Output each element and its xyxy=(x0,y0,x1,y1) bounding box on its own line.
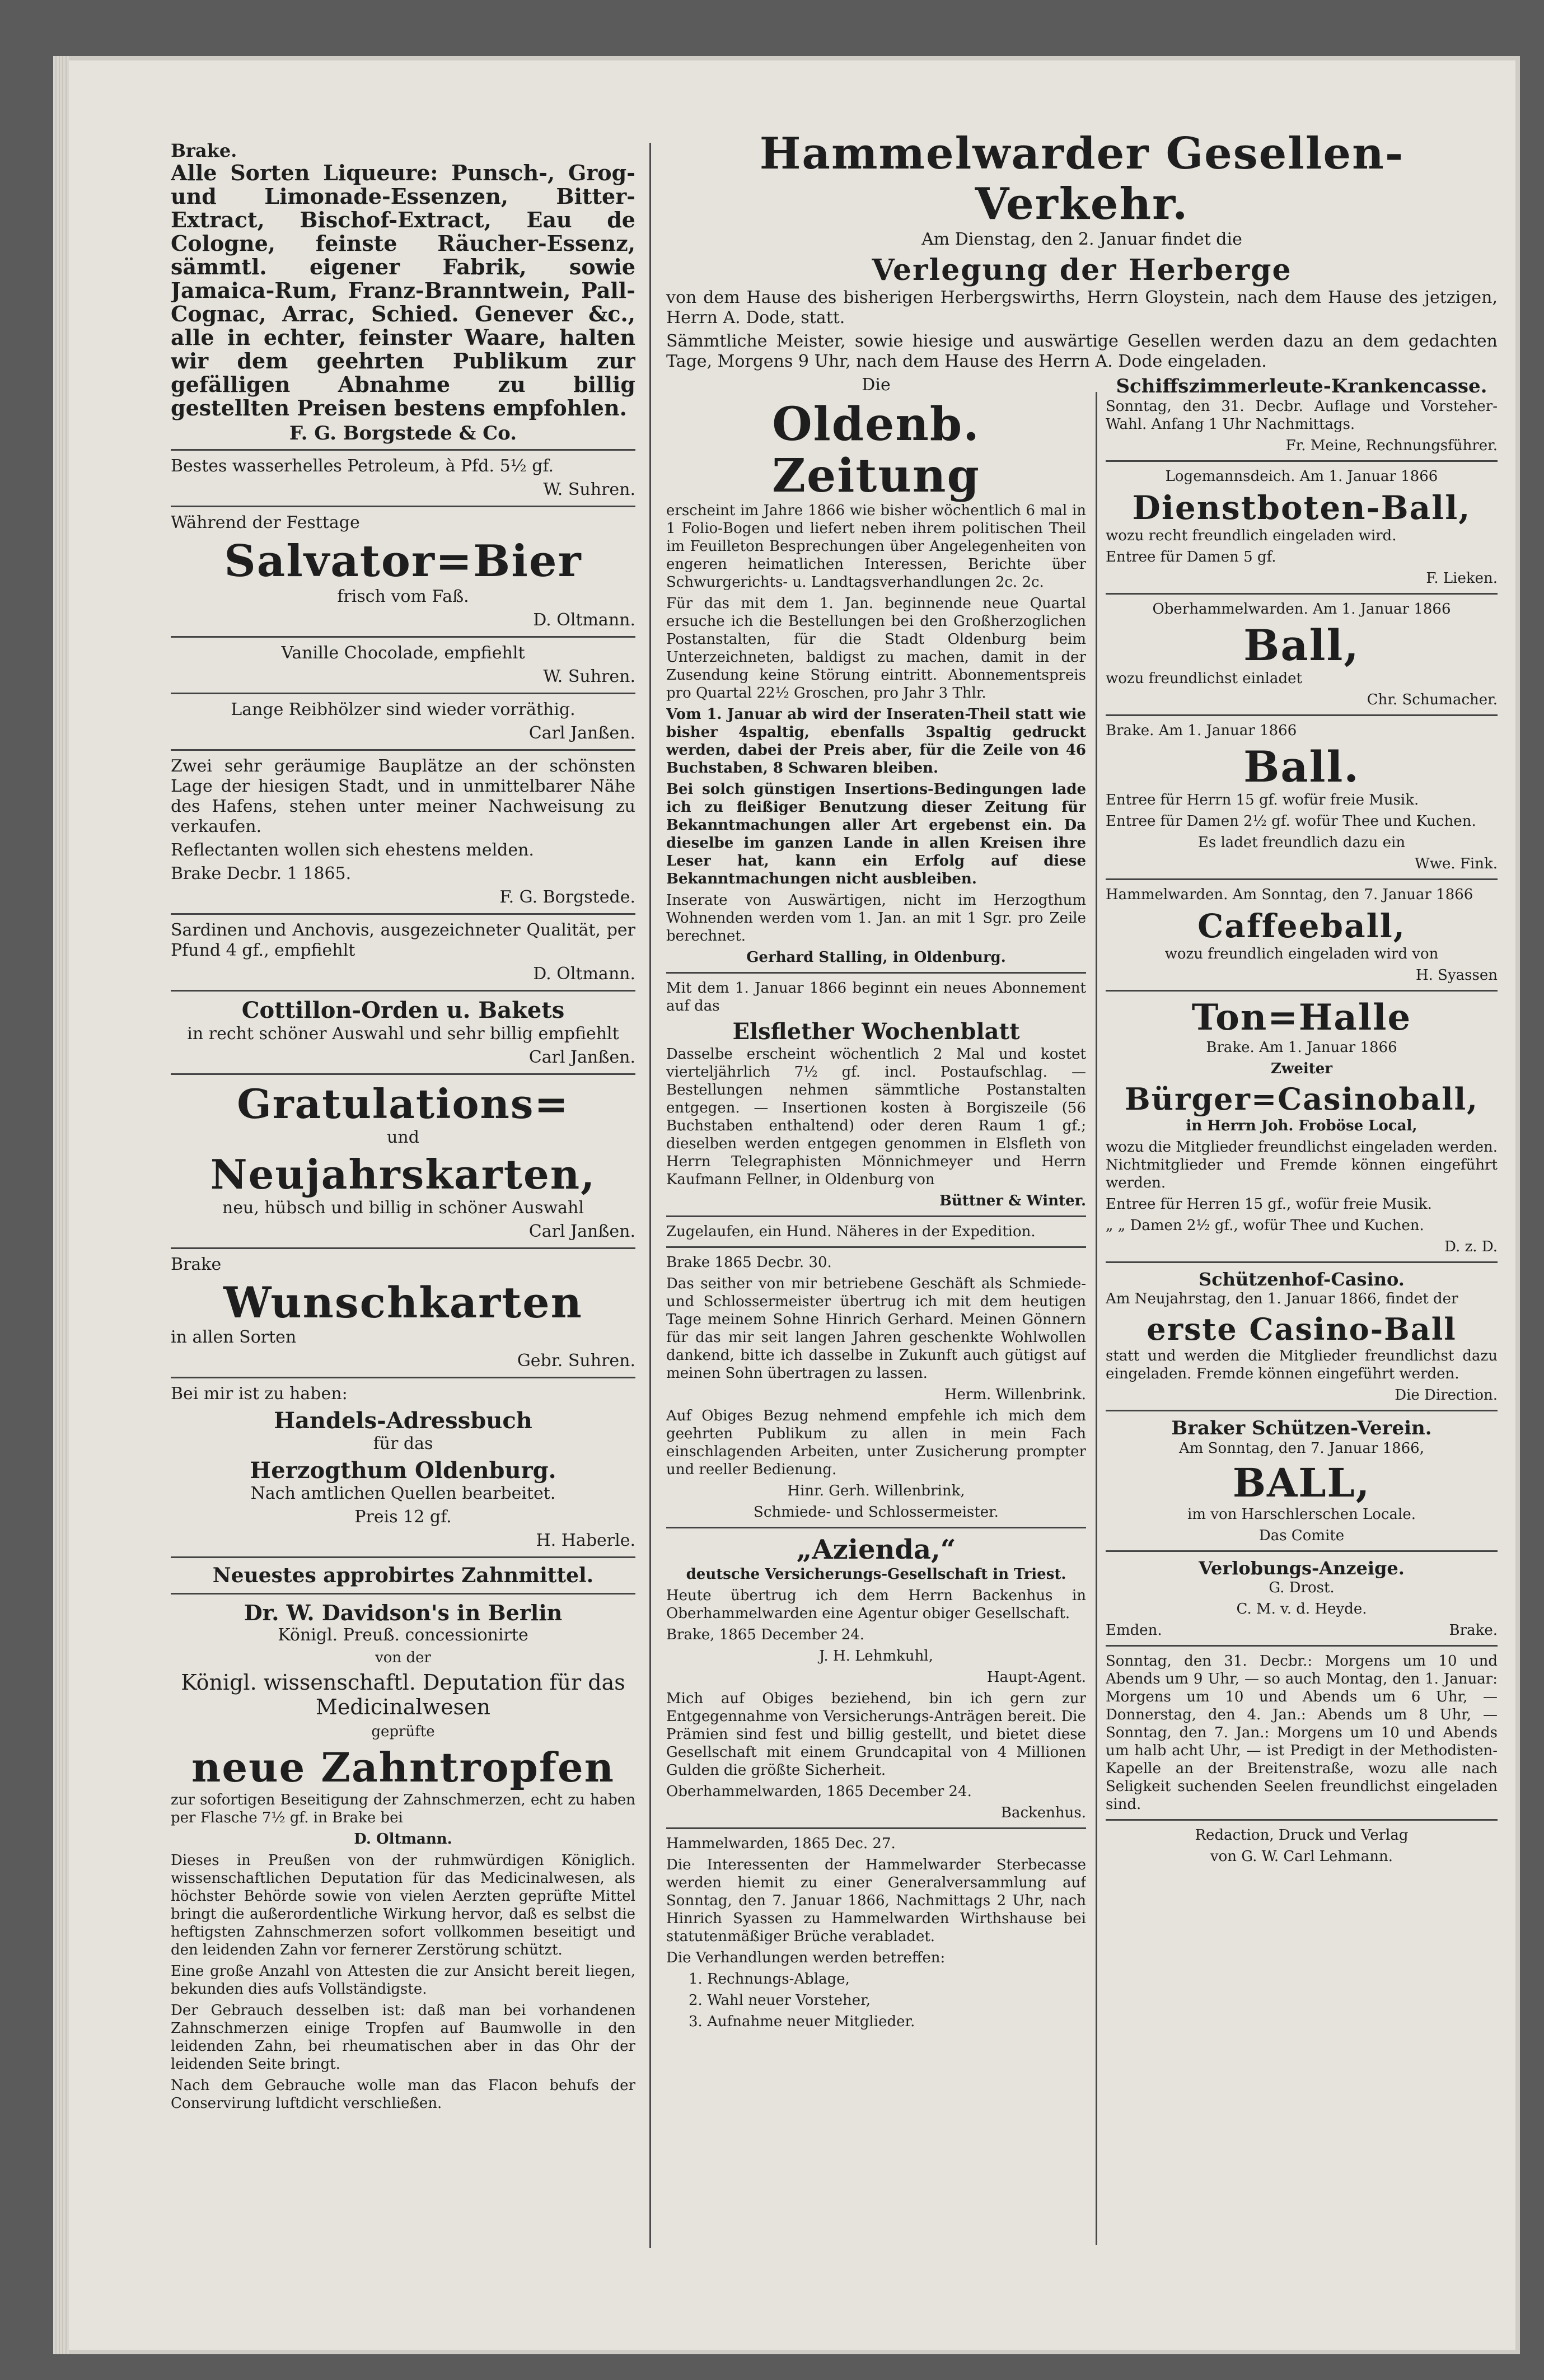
ad-zahntropfen-t5: Nach dem Gebrauche wolle man das Flacon behufs der Conservirung luftdicht verschließen. xyxy=(171,2077,635,2112)
header-announcement xyxy=(666,129,1498,375)
ad-zahnmittel-head: Neuestes approbirtes Zahnmittel. xyxy=(212,1564,594,1587)
ad-ball1-line: Oberhammelwarden. Am 1. Januar 1866 xyxy=(1152,601,1451,618)
ad-sterbecasse-item3: 3. Aufnahme neuer Mitglieder. xyxy=(689,2013,915,2030)
ad-ball2-line: Brake. Am 1. Januar 1866 xyxy=(1106,722,1297,739)
ad-caffeeball-line: Hammelwarden. Am Sonntag, den 7. Januar 1866 xyxy=(1106,886,1473,903)
ad-azienda-sign3: Backenhus. xyxy=(1000,1804,1086,1821)
imprint-line1: Redaction, Druck und Verlag xyxy=(1195,1827,1409,1844)
ad-sardinen-sign: D. Oltmann. xyxy=(533,964,635,984)
ad-zahntropfen-t1: zur sofortigen Beseitigung der Zahnschmerzen, echt zu haben per Flasche 7½ gf. in Brake bei xyxy=(171,1792,635,1826)
divider xyxy=(666,972,1086,974)
ad-krankencasse-t1: Sonntag, den 31. Decbr. Auflage und Vorsteher-Wahl. Anfang 1 Uhr Nachmittags. xyxy=(1106,398,1498,433)
ad-casinoball-title: Bürger=Casinoball, xyxy=(1125,1081,1479,1117)
ad-reibhoelzer-text: Lange Reibhölzer sind wieder vorräthig. xyxy=(231,700,576,719)
ad-ball1-sign: Chr. Schumacher. xyxy=(1367,691,1498,708)
ad-tonhalle-loc: in Herrn Joh. Froböse Local, xyxy=(1186,1117,1417,1134)
ad-bauplaetze-date: Brake Decbr. 1 1865. xyxy=(171,864,352,883)
ad-zahntropfen-t2: Dieses in Preußen von der ruhmwürdigen Königlich. wissenschaftlichen Deputation für das Medicinalwesen, als höchster Behörde sowie von vielen Aerzten geprüfte Mittel bringt die außerordentliche Wirkung hervor, daß es selbst die heftigsten Zahnschmerzen sofort vollkommen beseitigt und den leidenden Zahn vor fernerer Zerstörung schützt. xyxy=(171,1852,635,1958)
ad-azienda-sign2: Haupt-Agent. xyxy=(986,1669,1086,1686)
divider xyxy=(171,449,635,451)
ad-bier-sign: D. Oltmann. xyxy=(533,610,635,630)
ad-schuetzenhof-sign: Die Direction. xyxy=(1395,1387,1498,1404)
ad-willenbrink-t1: Das seither von mir betriebene Geschäft als Schmiede- und Schlossermeister übertrug ich mit dem heutigen Tage meinem Sohne Hinrich Gerhard. Meinen Gönnern für das mir seit langen Jahren geschenkte Wohlwollen dankend, bitte ich dasselbe in Zukunft auch gütigst auf meinen Sohn übertragen zu lassen. xyxy=(666,1275,1086,1382)
ad-dienstboten-sign: F. Lieken. xyxy=(1426,570,1498,587)
ad-tonhalle-t2: Entree für Herren 15 gf., wofür freie Musik. xyxy=(1106,1196,1432,1213)
ad-zeitung-t2: Für das mit dem 1. Jan. beginnende neue Quartal ersuche ich die Bestellungen bei den Großherzoglichen Postanstalten, für die Stadt Oldenburg beim Unterzeichneten, baldigst zu machen, damit in der Zusendung keine Störung eintritt. Abonnementspreis pro Quartal 22½ Groschen, pro Jahr 3 Thlr. xyxy=(666,595,1086,702)
divider xyxy=(171,913,635,915)
ad-zeitung-sign: Gerhard Stalling, in Oldenburg. xyxy=(746,949,1006,966)
ad-chocolade-sign: W. Suhren. xyxy=(543,667,635,686)
ad-neujahrskarten-title: Neujahrskarten, xyxy=(210,1151,596,1198)
divider xyxy=(171,1073,635,1075)
ad-casino-ball-title: erste Casino-Ball xyxy=(1147,1311,1457,1347)
ad-azienda-t1: Heute übertrug ich dem Herrn Backenhus in Oberhammelwarden eine Agentur obiger Gesellschaft. xyxy=(666,1587,1086,1622)
ad-zahnmittel-l3: Königl. wissenschaftl. Deputation für das Medicinalwesen xyxy=(181,1670,625,1719)
divider xyxy=(1106,1550,1498,1552)
ad-tonhalle-t1: wozu die Mitglieder freundlichst eingeladen werden. Nichtmitglieder und Fremde können eingeführt werden. xyxy=(1106,1139,1498,1191)
ad-tonhalle-title: Ton=Halle xyxy=(1191,997,1412,1039)
ad-sterbecasse-item1: 1. Rechnungs-Ablage, xyxy=(689,1971,850,1988)
ad-ball2-title: Ball. xyxy=(1243,742,1360,792)
ad-tonhalle-sign: D. z. D. xyxy=(1444,1238,1498,1255)
ad-dienstboten-t2: Entree für Damen 5 gf. xyxy=(1106,549,1276,565)
divider xyxy=(1106,1261,1498,1263)
ad-liqueure-text: Alle Sorten Liqueure: Punsch-, Grog- und Limonade-Essenzen, Bitter-Extract, Bischof-Extract, Eau de Cologne, feinste Räucher-Essenz, sämmtl. eigener Fabrik, sowie Jamaica-Rum, Franz-Branntwein, Pall-Cognac, Arrac, Schied. Genever &c., alle in echter, feinster Waare, halten wir dem geehrten Publikum zur gefälligen Abnahme zu billig gestellten Preisen bestens empfohlen. xyxy=(171,160,635,420)
ad-cottillon-text: in recht schöner Auswahl und sehr billig empfiehlt xyxy=(187,1024,619,1044)
header-body: von dem Hause des bisherigen Herbergswirths, Herrn Gloystein, nach dem Hause des jetzigen, Herrn A. Dode, statt. xyxy=(666,288,1498,328)
ad-ball2-t1: Entree für Herrn 15 gf. wofür freie Musik. xyxy=(1106,792,1419,808)
ad-zahnmittel-l4: geprüfte xyxy=(371,1723,435,1740)
newspaper-page xyxy=(53,56,1520,2354)
column-rule-2 xyxy=(1096,392,1097,2245)
ad-zahnmittel-l2: von der xyxy=(375,1649,431,1666)
ad-zahntropfen-title: neue Zahntropfen xyxy=(191,1743,615,1791)
column-rule-1 xyxy=(649,143,651,2248)
divider xyxy=(171,1377,635,1378)
ad-gratulations-und: und xyxy=(387,1128,419,1147)
ad-sterbecasse-t2: Die Verhandlungen werden betreffen: xyxy=(666,1949,946,1966)
ad-tonhalle-line: Brake. Am 1. Januar 1866 xyxy=(1206,1039,1397,1056)
ad-zahntropfen-t4: Der Gebrauch desselben ist: daß man bei vorhandenen Zahnschmerzen einige Tropfen auf Baumwolle in den leidenden Zahn, bei rheumatischen aber in das Ohr der leidenden Seite bringt. xyxy=(171,2002,635,2073)
ad-willenbrink-sign3: Schmiede- und Schlossermeister. xyxy=(754,1504,999,1521)
ad-verlobung-places xyxy=(1106,1621,1498,1639)
ad-cottillon-sign: Carl Janßen. xyxy=(528,1048,635,1067)
ad-dienstboten-t1: wozu recht freundlich eingeladen wird. xyxy=(1106,527,1397,544)
header-line: Am Dienstag, den 2. Januar findet die xyxy=(921,230,1242,249)
ad-willenbrink-t2: Auf Obiges Bezug nehmend empfehle ich mich dem geehrten Publikum zu allen in mein Fach einschlagenden Arbeiten, unter Zusicherung prompter und reeller Bedienung. xyxy=(666,1408,1086,1478)
ad-zahnmittel-l1: Königl. Preuß. concessionirte xyxy=(278,1625,528,1645)
ad-adressbuch-head2: Herzogthum Oldenburg. xyxy=(250,1457,556,1484)
ad-krankencasse-head: Schiffszimmerleute-Krankencasse. xyxy=(1116,375,1487,398)
header-title: Hammelwarder Gesellen-Verkehr. xyxy=(759,128,1405,230)
ad-wunschkarten-sign: Gebr. Suhren. xyxy=(517,1351,635,1371)
divider xyxy=(666,1215,1086,1217)
ad-zeitung-title: Oldenb. Zeitung xyxy=(772,398,980,503)
column-right xyxy=(1106,375,1498,1869)
column-middle xyxy=(666,375,1086,2034)
divider xyxy=(1106,1645,1498,1647)
divider xyxy=(171,1593,635,1595)
ad-adressbuch-sign: H. Haberle. xyxy=(536,1531,635,1550)
ad-verlobung-p2: Brake. xyxy=(1449,1622,1498,1639)
ad-willenbrink-sign1: Herm. Willenbrink. xyxy=(944,1386,1086,1403)
ad-adressbuch-head: Handels-Adressbuch xyxy=(274,1408,532,1434)
divider xyxy=(666,1827,1086,1829)
divider xyxy=(171,749,635,751)
divider xyxy=(1106,714,1498,716)
divider xyxy=(171,693,635,694)
divider xyxy=(171,1556,635,1558)
ad-bauplaetze-text: Zwei sehr geräumige Bauplätze an der schönsten Lage der hiesigen Stadt, und in unmittelbarer Nähe des Hafens, stehen unter meiner Nachweisung zu verkaufen. xyxy=(171,756,635,836)
ad-schuetzenverein-ball: BALL, xyxy=(1232,1460,1371,1506)
divider xyxy=(1106,593,1498,595)
ad-dienstboten-line: Logemannsdeich. Am 1. Januar 1866 xyxy=(1165,468,1438,485)
ad-ball1-t1: wozu freundlichst einladet xyxy=(1106,670,1302,687)
ad-sterbecasse-date: Hammelwarden, 1865 Dec. 27. xyxy=(666,1835,896,1852)
ad-brake-place: Brake. xyxy=(171,140,237,161)
ad-wunschkarten-place: Brake xyxy=(171,1255,222,1274)
ad-ball2-t2: Entree für Damen 2½ gf. wofür Thee und Kuchen. xyxy=(1106,813,1476,830)
ad-schuetzenverein-head: Braker Schützen-Verein. xyxy=(1171,1417,1432,1439)
ad-chocolade-text: Vanille Chocolade, empfiehlt xyxy=(281,643,525,663)
ad-ball2-sign: Wwe. Fink. xyxy=(1414,855,1498,872)
ad-schuetzenverein-t2: im von Harschlerschen Locale. xyxy=(1187,1506,1416,1523)
ad-bauplaetze-text2: Reflectanten wollen sich ehestens melden. xyxy=(171,840,534,860)
divider xyxy=(666,1527,1086,1528)
ad-cottillon-head: Cottillon-Orden u. Bakets xyxy=(241,997,565,1023)
ad-schuetzenhof-t1: Am Neujahrstag, den 1. Januar 1866, findet der xyxy=(1106,1290,1458,1307)
ad-krankencasse-sign: Fr. Meine, Rechnungsführer. xyxy=(1285,437,1498,454)
divider xyxy=(171,636,635,638)
ad-verlobung-p1: Emden. xyxy=(1106,1622,1162,1639)
ad-azienda-date: Brake, 1865 December 24. xyxy=(666,1626,865,1643)
ad-verlobung-n2: C. M. v. d. Heyde. xyxy=(1236,1601,1367,1617)
ad-zahntropfen-t1-sign: D. Oltmann. xyxy=(354,1831,452,1848)
ad-gratulations-sign: Carl Janßen. xyxy=(528,1222,635,1241)
ad-sardinen-text: Sardinen und Anchovis, ausgezeichneter Qualität, per Pfund 4 gf., empfiehlt xyxy=(171,920,635,960)
ad-willenbrink-date: Brake 1865 Decbr. 30. xyxy=(666,1254,832,1271)
ad-schuetzenverein-t1: Am Sonntag, den 7. Januar 1866, xyxy=(1179,1440,1424,1457)
ad-azienda-sign: J. H. Lehmkuhl, xyxy=(818,1648,933,1664)
ad-wochenblatt-t1: Mit dem 1. Januar 1866 beginnt ein neues Abonnement auf das xyxy=(666,980,1086,1014)
imprint-line2: von G. W. Carl Lehmann. xyxy=(1210,1848,1393,1865)
ad-caffeeball-title: Caffeeball, xyxy=(1197,907,1406,945)
ad-reibhoelzer-sign: Carl Janßen. xyxy=(528,723,635,743)
ad-sterbecasse-item2: 2. Wahl neuer Vorsteher, xyxy=(689,1992,871,2009)
ad-wunschkarten-text: in allen Sorten xyxy=(171,1327,297,1347)
ad-schuetzenverein-sign: Das Comite xyxy=(1258,1527,1345,1544)
ad-gratulations-title: Gratulations= xyxy=(237,1080,569,1128)
ad-azienda-head: „Azienda,“ xyxy=(796,1534,956,1565)
column-left xyxy=(171,140,635,2116)
ad-zeitung-t3: Vom 1. Januar ab wird der Inseraten-Theil statt wie bisher 4spaltig, ebenfalls 3spaltig gedruckt werden, dabei der Preis aber, für die Zeile von 46 Buchstaben, 8 Schwaren bleiben. xyxy=(666,706,1086,777)
divider xyxy=(1106,990,1498,992)
ad-willenbrink-sign2: Hinr. Gerh. Willenbrink, xyxy=(787,1483,965,1499)
ad-bier-sub: frisch vom Faß. xyxy=(337,587,469,606)
ad-bier-line: Während der Festtage xyxy=(171,513,360,532)
ad-ball1-title: Ball, xyxy=(1243,620,1360,670)
ad-caffeeball-sign: H. Syassen xyxy=(1415,967,1498,984)
divider xyxy=(1106,1410,1498,1411)
divider xyxy=(1106,878,1498,880)
ad-verlobung-head: Verlobungs-Anzeige. xyxy=(1199,1558,1405,1579)
divider xyxy=(171,506,635,507)
ad-zeitung-t5: Inserate von Auswärtigen, nicht im Herzogthum Wohnenden werden vom 1. Jan. an mit 1 Sgr. pro Zeile berechnet. xyxy=(666,892,1086,944)
ad-azienda-sub: deutsche Versicherungs-Gesellschaft in Triest. xyxy=(686,1566,1066,1583)
ad-liqueure-sign: F. G. Borgstede & Co. xyxy=(289,422,517,445)
ad-methodisten-t1: Sonntag, den 31. Decbr.: Morgens um 10 und Abends um 9 Uhr, — so auch Montag, den 1. Januar: Morgens um 10 und Abends um 6 Uhr, — Donnerstag, den 4. Jan.: Abends um 8 Uhr, — Sonntag, den 7. Jan.: Morgens um 10 und Abends um halb acht Uhr, — ist Predigt in der Methodisten-Kapelle an der Breitenstraße, wozu alle nach Seligkeit suchenden Seelen freundlichst eingeladen sind. xyxy=(1106,1653,1498,1813)
ad-bier-title: Salvator=Bier xyxy=(224,536,582,587)
header-heading: Verlegung der Herberge xyxy=(872,253,1292,287)
ad-schuetzenhof-head: Schützenhof-Casino. xyxy=(1199,1269,1405,1290)
divider xyxy=(171,1247,635,1249)
ad-caffeeball-t1: wozu freundlich eingeladen wird von xyxy=(1164,946,1439,962)
header-body2: Sämmtliche Meister, sowie hiesige und auswärtige Gesellen werden dazu an dem gedachten Tage, Morgens 9 Uhr, nach dem Hause des Herrn A. Dode eingeladen. xyxy=(666,331,1498,371)
divider xyxy=(666,1246,1086,1248)
ad-verlobung-n1: G. Drost. xyxy=(1269,1579,1335,1596)
ad-zahntropfen-t3: Eine große Anzahl von Attesten die zur Ansicht bereit liegen, bekunden dies aufs Vollständigste. xyxy=(171,1963,635,1998)
ad-azienda-t2: Mich auf Obiges beziehend, bin ich gern zur Entgegennahme von Versicherungs-Anträgen bereit. Die Prämien sind fest und billig gestellt, und bietet diese Gesellschaft mit einem Grundcapital von 4 Millionen Gulden die größte Sicherheit. xyxy=(666,1690,1086,1779)
divider xyxy=(1106,1819,1498,1821)
ad-sterbecasse-t1: Die Interessenten der Hammelwarder Sterbecasse werden hiemit zu einer Generalversammlung auf Sonntag, den 7. Januar 1866, Nachmittags 2 Uhr, nach Hinrich Syassen zu Hammelwarden Wirthshause bei statutenmäßiger Brüche verabladet. xyxy=(666,1857,1086,1945)
ad-gratulations-text: neu, hübsch und billig in schöner Auswahl xyxy=(222,1198,584,1218)
ad-wochenblatt-head: Elsflether Wochenblatt xyxy=(732,1018,1020,1045)
page-edge xyxy=(53,56,69,2354)
ad-zeitung-die: Die xyxy=(862,375,891,395)
ad-tonhalle-t3: „ „ Damen 2½ gf., wofür Thee und Kuchen. xyxy=(1106,1217,1424,1234)
ad-petroleum-sign: W. Suhren. xyxy=(543,480,635,499)
ad-adressbuch-sub: Nach amtlichen Quellen bearbeitet. xyxy=(250,1484,556,1503)
ad-hund-text: Zugelaufen, ein Hund. Näheres in der Expedition. xyxy=(666,1223,1036,1240)
divider xyxy=(1106,460,1498,462)
ad-adressbuch-fuer: für das xyxy=(373,1434,433,1453)
divider xyxy=(171,990,635,992)
ad-dienstboten-title: Dienstboten-Ball, xyxy=(1132,489,1471,527)
ad-schuetzenhof-t2: statt und werden die Mitglieder freundlichst dazu eingeladen. Fremde können eingeführt werden. xyxy=(1106,1348,1498,1382)
ad-wochenblatt-t2: Dasselbe erscheint wöchentlich 2 Mal und kostet vierteljährlich 7½ gf. incl. Postaufschlag. — Bestellungen nehmen sämmtliche Postanstalten entgegen. — Insertionen kosten à Borgiszeile (56 Buchstaben enthaltend) oder deren Raum 1 gf.; dieselben werden entgegen genommen in Elsfleth von Herrn Telegraphisten Mönnichmeyer und Herrn Kaufmann Fellner, in Oldenburg von xyxy=(666,1046,1086,1188)
ad-wunschkarten-title: Wunschkarten xyxy=(223,1278,583,1327)
ad-zeitung-t1: erscheint im Jahre 1866 wie bisher wöchentlich 6 mal in 1 Folio-Bogen und liefert neben ihrem politischen Theil im Feuilleton Besprechungen über Angelegenheiten von engeren heimatlichen Interessen, Berichte über Schwurgerichts- u. Landtagsverhandlungen 2c. 2c. xyxy=(666,502,1086,591)
ad-zahnmittel-name: Dr. W. Davidson's in Berlin xyxy=(244,1600,563,1625)
ad-azienda-date2: Oberhammelwarden, 1865 December 24. xyxy=(666,1783,972,1800)
ad-petroleum-text: Bestes wasserhelles Petroleum, à Pfd. 5½ gf. xyxy=(171,456,554,476)
ad-ball2-t3: Es ladet freundlich dazu ein xyxy=(1197,834,1406,851)
ad-bauplaetze-sign: F. G. Borgstede. xyxy=(499,887,635,907)
ad-wochenblatt-sign: Büttner & Winter. xyxy=(939,1193,1086,1209)
ad-zeitung-t4: Bei solch günstigen Insertions-Bedingungen lade ich zu fleißiger Benutzung dieser Zeitung für Bekanntmachungen aller Art ergebenst ein. Da dieselbe im ganzen Lande in allen Kreisen ihre Leser hat, kann ein Erfolg auf diese Bekanntmachungen nicht ausbleiben. xyxy=(666,781,1086,887)
ad-adressbuch-price: Preis 12 gf. xyxy=(354,1507,452,1527)
ad-tonhalle-zweiter: Zweiter xyxy=(1270,1060,1333,1077)
ad-adressbuch-line: Bei mir ist zu haben: xyxy=(171,1384,348,1404)
